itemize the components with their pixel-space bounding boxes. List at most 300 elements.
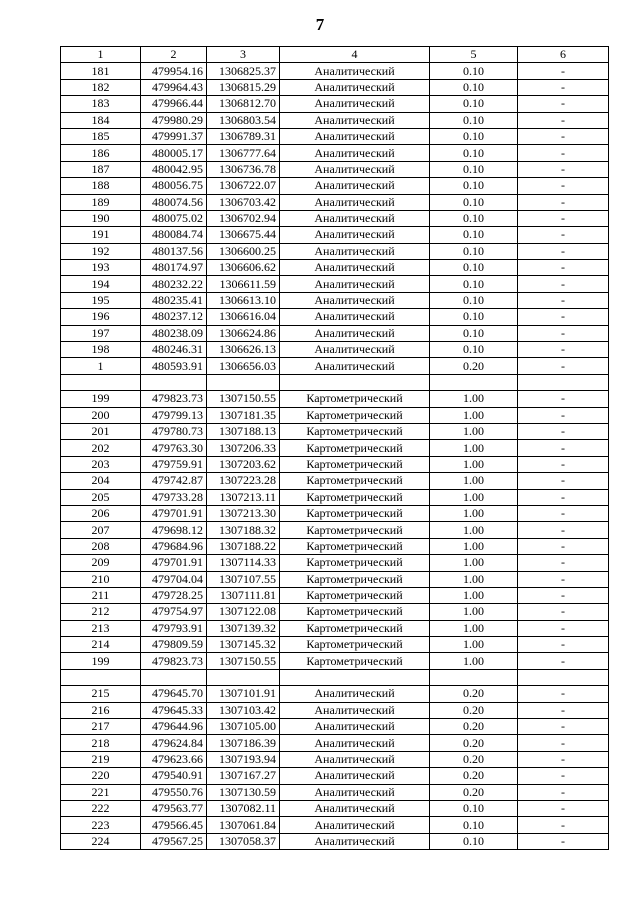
table-row xyxy=(61,243,609,259)
point-number-cell: 202 xyxy=(61,440,141,456)
accuracy-cell: 0.10 xyxy=(430,325,518,341)
note-cell: - xyxy=(518,292,609,308)
table-row xyxy=(61,210,609,226)
accuracy-cell: 0.10 xyxy=(430,63,518,79)
accuracy-cell: 1.00 xyxy=(430,440,518,456)
note-cell: - xyxy=(518,768,609,784)
note-cell: - xyxy=(518,112,609,128)
note-cell: - xyxy=(518,423,609,439)
x-coordinate-cell: 479645.70 xyxy=(141,686,207,702)
point-number-cell: 194 xyxy=(61,276,141,292)
y-coordinate-cell: 1306613.10 xyxy=(207,292,280,308)
y-coordinate-cell: 1306675.44 xyxy=(207,227,280,243)
y-coordinate-cell: 1307139.32 xyxy=(207,620,280,636)
x-coordinate-cell: 480075.02 xyxy=(141,210,207,226)
accuracy-cell: 1.00 xyxy=(430,489,518,505)
table-row xyxy=(61,128,609,144)
point-number-cell: 219 xyxy=(61,751,141,767)
note-cell: - xyxy=(518,833,609,849)
accuracy-cell: 1.00 xyxy=(430,505,518,521)
accuracy-cell: 0.10 xyxy=(430,833,518,849)
y-coordinate-cell: 1306722.07 xyxy=(207,178,280,194)
note-cell: - xyxy=(518,96,609,112)
table-row xyxy=(61,79,609,95)
method-cell: Картометрический xyxy=(280,620,430,636)
y-coordinate-cell: 1306777.64 xyxy=(207,145,280,161)
y-coordinate-cell: 1307181.35 xyxy=(207,407,280,423)
method-cell: Картометрический xyxy=(280,407,430,423)
point-number-cell: 189 xyxy=(61,194,141,210)
point-number-cell: 212 xyxy=(61,604,141,620)
method-cell: Аналитический xyxy=(280,735,430,751)
note-cell: - xyxy=(518,653,609,669)
table-row xyxy=(61,833,609,849)
x-coordinate-cell: 479991.37 xyxy=(141,128,207,144)
accuracy-cell: 0.10 xyxy=(430,128,518,144)
accuracy-cell: 0.10 xyxy=(430,276,518,292)
point-number-cell: 215 xyxy=(61,686,141,702)
accuracy-cell: 0.10 xyxy=(430,292,518,308)
y-coordinate-cell: 1306616.04 xyxy=(207,309,280,325)
y-coordinate-cell: 1307061.84 xyxy=(207,817,280,833)
accuracy-cell: 0.10 xyxy=(430,243,518,259)
method-cell: Аналитический xyxy=(280,260,430,276)
x-coordinate-cell: 479624.84 xyxy=(141,735,207,751)
note-cell: - xyxy=(518,620,609,636)
table-row xyxy=(61,505,609,521)
method-cell: Аналитический xyxy=(280,112,430,128)
note-cell: - xyxy=(518,440,609,456)
accuracy-cell: 0.20 xyxy=(430,784,518,800)
accuracy-cell: 0.20 xyxy=(430,702,518,718)
x-coordinate-cell: 480005.17 xyxy=(141,145,207,161)
x-coordinate-cell: 480174.97 xyxy=(141,260,207,276)
table-row xyxy=(61,817,609,833)
table-row xyxy=(61,587,609,603)
method-cell: Картометрический xyxy=(280,505,430,521)
point-number-cell: 222 xyxy=(61,800,141,816)
note-cell: - xyxy=(518,719,609,735)
point-number-cell: 181 xyxy=(61,63,141,79)
table-row xyxy=(61,145,609,161)
x-coordinate-cell: 479733.28 xyxy=(141,489,207,505)
accuracy-cell: 0.10 xyxy=(430,194,518,210)
y-coordinate-cell: 1306702.94 xyxy=(207,210,280,226)
x-coordinate-cell: 479701.91 xyxy=(141,505,207,521)
accuracy-cell: 0.10 xyxy=(430,161,518,177)
note-cell: - xyxy=(518,178,609,194)
y-coordinate-cell: 1307101.91 xyxy=(207,686,280,702)
table-row xyxy=(61,374,609,390)
point-number-cell: 217 xyxy=(61,719,141,735)
accuracy-cell xyxy=(430,374,518,390)
coordinates-table xyxy=(60,46,609,850)
point-number-cell: 221 xyxy=(61,784,141,800)
x-coordinate-cell: 480074.56 xyxy=(141,194,207,210)
x-coordinate-cell: 479964.43 xyxy=(141,79,207,95)
accuracy-cell: 0.20 xyxy=(430,686,518,702)
note-cell: - xyxy=(518,571,609,587)
accuracy-cell: 1.00 xyxy=(430,620,518,636)
x-coordinate-cell xyxy=(141,374,207,390)
x-coordinate-cell: 480042.95 xyxy=(141,161,207,177)
x-coordinate-cell: 479645.33 xyxy=(141,702,207,718)
point-number-cell: 200 xyxy=(61,407,141,423)
point-number-cell: 199 xyxy=(61,391,141,407)
accuracy-cell: 1.00 xyxy=(430,571,518,587)
y-coordinate-cell xyxy=(207,669,280,685)
note-cell: - xyxy=(518,784,609,800)
method-cell: Аналитический xyxy=(280,342,430,358)
accuracy-cell: 0.10 xyxy=(430,309,518,325)
method-cell: Аналитический xyxy=(280,719,430,735)
method-cell: Аналитический xyxy=(280,243,430,259)
method-cell: Картометрический xyxy=(280,571,430,587)
table-row xyxy=(61,276,609,292)
method-cell: Аналитический xyxy=(280,784,430,800)
note-cell: - xyxy=(518,751,609,767)
accuracy-cell: 0.10 xyxy=(430,178,518,194)
note-cell: - xyxy=(518,325,609,341)
note-cell: - xyxy=(518,686,609,702)
note-cell: - xyxy=(518,456,609,472)
note-cell: - xyxy=(518,194,609,210)
x-coordinate-cell: 480238.09 xyxy=(141,325,207,341)
note-cell xyxy=(518,374,609,390)
y-coordinate-cell: 1307150.55 xyxy=(207,391,280,407)
y-coordinate-cell: 1306626.13 xyxy=(207,342,280,358)
method-cell xyxy=(280,669,430,685)
y-coordinate-cell: 1307188.32 xyxy=(207,522,280,538)
method-cell: Аналитический xyxy=(280,145,430,161)
y-coordinate-cell: 1307103.42 xyxy=(207,702,280,718)
y-coordinate-cell: 1307114.33 xyxy=(207,555,280,571)
table-row xyxy=(61,161,609,177)
point-number-cell: 211 xyxy=(61,587,141,603)
x-coordinate-cell: 479780.73 xyxy=(141,423,207,439)
y-coordinate-cell: 1306789.31 xyxy=(207,128,280,144)
point-number-cell: 224 xyxy=(61,833,141,849)
method-cell: Аналитический xyxy=(280,178,430,194)
y-coordinate-cell: 1306812.70 xyxy=(207,96,280,112)
method-cell xyxy=(280,374,430,390)
accuracy-cell: 0.20 xyxy=(430,768,518,784)
table-row xyxy=(61,620,609,636)
method-cell: Картометрический xyxy=(280,637,430,653)
x-coordinate-cell: 479540.91 xyxy=(141,768,207,784)
table-row xyxy=(61,686,609,702)
note-cell: - xyxy=(518,702,609,718)
x-coordinate-cell: 479742.87 xyxy=(141,473,207,489)
x-coordinate-cell: 479966.44 xyxy=(141,96,207,112)
note-cell: - xyxy=(518,391,609,407)
note-cell: - xyxy=(518,276,609,292)
note-cell: - xyxy=(518,227,609,243)
accuracy-cell: 1.00 xyxy=(430,555,518,571)
point-number-cell: 185 xyxy=(61,128,141,144)
y-coordinate-cell xyxy=(207,374,280,390)
accuracy-cell: 1.00 xyxy=(430,637,518,653)
accuracy-cell xyxy=(430,669,518,685)
point-number-cell: 209 xyxy=(61,555,141,571)
method-cell: Аналитический xyxy=(280,751,430,767)
method-cell: Аналитический xyxy=(280,309,430,325)
column-header: 6 xyxy=(518,47,609,63)
accuracy-cell: 0.20 xyxy=(430,735,518,751)
method-cell: Картометрический xyxy=(280,604,430,620)
x-coordinate-cell: 479550.76 xyxy=(141,784,207,800)
table-row xyxy=(61,800,609,816)
method-cell: Аналитический xyxy=(280,702,430,718)
y-coordinate-cell: 1307107.55 xyxy=(207,571,280,587)
accuracy-cell: 1.00 xyxy=(430,522,518,538)
accuracy-cell: 1.00 xyxy=(430,473,518,489)
note-cell: - xyxy=(518,817,609,833)
method-cell: Картометрический xyxy=(280,456,430,472)
method-cell: Аналитический xyxy=(280,63,430,79)
table-row xyxy=(61,63,609,79)
method-cell: Картометрический xyxy=(280,391,430,407)
y-coordinate-cell: 1306656.03 xyxy=(207,358,280,374)
method-cell: Картометрический xyxy=(280,587,430,603)
accuracy-cell: 0.10 xyxy=(430,260,518,276)
x-coordinate-cell: 479684.96 xyxy=(141,538,207,554)
column-header: 1 xyxy=(61,47,141,63)
note-cell: - xyxy=(518,735,609,751)
table-row xyxy=(61,637,609,653)
point-number-cell: 220 xyxy=(61,768,141,784)
method-cell: Аналитический xyxy=(280,96,430,112)
table-row xyxy=(61,473,609,489)
point-number-cell: 187 xyxy=(61,161,141,177)
table-body xyxy=(61,47,609,850)
method-cell: Картометрический xyxy=(280,653,430,669)
x-coordinate-cell: 480593.91 xyxy=(141,358,207,374)
column-header: 3 xyxy=(207,47,280,63)
point-number-cell: 205 xyxy=(61,489,141,505)
y-coordinate-cell: 1306611.59 xyxy=(207,276,280,292)
table-row xyxy=(61,751,609,767)
method-cell: Аналитический xyxy=(280,161,430,177)
note-cell: - xyxy=(518,342,609,358)
point-number-cell: 218 xyxy=(61,735,141,751)
y-coordinate-cell: 1306825.37 xyxy=(207,63,280,79)
method-cell: Аналитический xyxy=(280,358,430,374)
note-cell: - xyxy=(518,538,609,554)
table-row xyxy=(61,538,609,554)
accuracy-cell: 1.00 xyxy=(430,653,518,669)
point-number-cell: 216 xyxy=(61,702,141,718)
point-number-cell: 223 xyxy=(61,817,141,833)
note-cell: - xyxy=(518,260,609,276)
point-number-cell: 191 xyxy=(61,227,141,243)
column-header: 5 xyxy=(430,47,518,63)
table-row xyxy=(61,456,609,472)
point-number-cell: 1 xyxy=(61,358,141,374)
note-cell: - xyxy=(518,309,609,325)
x-coordinate-cell: 480084.74 xyxy=(141,227,207,243)
table-header-row xyxy=(61,47,609,63)
table-row xyxy=(61,784,609,800)
x-coordinate-cell: 479759.91 xyxy=(141,456,207,472)
x-coordinate-cell: 479754.97 xyxy=(141,604,207,620)
table-row xyxy=(61,260,609,276)
note-cell: - xyxy=(518,587,609,603)
y-coordinate-cell: 1307188.13 xyxy=(207,423,280,439)
point-number-cell: 182 xyxy=(61,79,141,95)
point-number-cell: 195 xyxy=(61,292,141,308)
method-cell: Аналитический xyxy=(280,276,430,292)
accuracy-cell: 0.10 xyxy=(430,96,518,112)
x-coordinate-cell: 479704.04 xyxy=(141,571,207,587)
note-cell: - xyxy=(518,161,609,177)
method-cell: Аналитический xyxy=(280,686,430,702)
y-coordinate-cell: 1307213.11 xyxy=(207,489,280,505)
y-coordinate-cell: 1307111.81 xyxy=(207,587,280,603)
table-row xyxy=(61,768,609,784)
table-row xyxy=(61,358,609,374)
method-cell: Картометрический xyxy=(280,423,430,439)
note-cell: - xyxy=(518,358,609,374)
table-row xyxy=(61,440,609,456)
point-number-cell: 190 xyxy=(61,210,141,226)
table-row xyxy=(61,719,609,735)
x-coordinate-cell: 479698.12 xyxy=(141,522,207,538)
column-header: 4 xyxy=(280,47,430,63)
y-coordinate-cell: 1307130.59 xyxy=(207,784,280,800)
accuracy-cell: 1.00 xyxy=(430,538,518,554)
x-coordinate-cell: 479823.73 xyxy=(141,391,207,407)
x-coordinate-cell: 480232.22 xyxy=(141,276,207,292)
accuracy-cell: 1.00 xyxy=(430,391,518,407)
x-coordinate-cell: 479728.25 xyxy=(141,587,207,603)
table-row xyxy=(61,96,609,112)
table-row xyxy=(61,194,609,210)
note-cell: - xyxy=(518,473,609,489)
x-coordinate-cell: 479809.59 xyxy=(141,637,207,653)
point-number-cell: 198 xyxy=(61,342,141,358)
note-cell: - xyxy=(518,637,609,653)
x-coordinate-cell: 479793.91 xyxy=(141,620,207,636)
note-cell: - xyxy=(518,555,609,571)
y-coordinate-cell: 1306803.54 xyxy=(207,112,280,128)
y-coordinate-cell: 1307082.11 xyxy=(207,800,280,816)
method-cell: Картометрический xyxy=(280,473,430,489)
accuracy-cell: 1.00 xyxy=(430,604,518,620)
note-cell: - xyxy=(518,604,609,620)
y-coordinate-cell: 1307145.32 xyxy=(207,637,280,653)
method-cell: Аналитический xyxy=(280,833,430,849)
accuracy-cell: 1.00 xyxy=(430,423,518,439)
x-coordinate-cell: 480246.31 xyxy=(141,342,207,358)
method-cell: Аналитический xyxy=(280,325,430,341)
table-row xyxy=(61,555,609,571)
x-coordinate-cell xyxy=(141,669,207,685)
point-number-cell: 199 xyxy=(61,653,141,669)
x-coordinate-cell: 480137.56 xyxy=(141,243,207,259)
method-cell: Картометрический xyxy=(280,440,430,456)
x-coordinate-cell: 479623.66 xyxy=(141,751,207,767)
method-cell: Аналитический xyxy=(280,227,430,243)
y-coordinate-cell: 1306703.42 xyxy=(207,194,280,210)
point-number-cell: 213 xyxy=(61,620,141,636)
accuracy-cell: 0.10 xyxy=(430,145,518,161)
point-number-cell xyxy=(61,669,141,685)
method-cell: Аналитический xyxy=(280,292,430,308)
x-coordinate-cell: 479799.13 xyxy=(141,407,207,423)
table-row xyxy=(61,342,609,358)
table-row xyxy=(61,112,609,128)
x-coordinate-cell: 479567.25 xyxy=(141,833,207,849)
accuracy-cell: 0.10 xyxy=(430,79,518,95)
point-number-cell: 210 xyxy=(61,571,141,587)
point-number-cell: 188 xyxy=(61,178,141,194)
method-cell: Аналитический xyxy=(280,79,430,95)
accuracy-cell: 0.10 xyxy=(430,800,518,816)
y-coordinate-cell: 1307193.94 xyxy=(207,751,280,767)
y-coordinate-cell: 1306600.25 xyxy=(207,243,280,259)
y-coordinate-cell: 1307188.22 xyxy=(207,538,280,554)
y-coordinate-cell: 1306606.62 xyxy=(207,260,280,276)
y-coordinate-cell: 1307150.55 xyxy=(207,653,280,669)
y-coordinate-cell: 1307105.00 xyxy=(207,719,280,735)
table-row xyxy=(61,735,609,751)
point-number-cell: 196 xyxy=(61,309,141,325)
accuracy-cell: 0.10 xyxy=(430,227,518,243)
accuracy-cell: 1.00 xyxy=(430,407,518,423)
table-row xyxy=(61,391,609,407)
table-row xyxy=(61,407,609,423)
table-row xyxy=(61,522,609,538)
point-number-cell xyxy=(61,374,141,390)
table-row xyxy=(61,669,609,685)
point-number-cell: 183 xyxy=(61,96,141,112)
table-row xyxy=(61,604,609,620)
y-coordinate-cell: 1307167.27 xyxy=(207,768,280,784)
point-number-cell: 206 xyxy=(61,505,141,521)
x-coordinate-cell: 479954.16 xyxy=(141,63,207,79)
y-coordinate-cell: 1307223.28 xyxy=(207,473,280,489)
table-row xyxy=(61,702,609,718)
y-coordinate-cell: 1307186.39 xyxy=(207,735,280,751)
table-row xyxy=(61,423,609,439)
point-number-cell: 201 xyxy=(61,423,141,439)
point-number-cell: 214 xyxy=(61,637,141,653)
accuracy-cell: 0.10 xyxy=(430,112,518,128)
method-cell: Аналитический xyxy=(280,210,430,226)
accuracy-cell: 1.00 xyxy=(430,456,518,472)
method-cell: Картометрический xyxy=(280,522,430,538)
table-row xyxy=(61,571,609,587)
point-number-cell: 186 xyxy=(61,145,141,161)
note-cell: - xyxy=(518,800,609,816)
accuracy-cell: 0.20 xyxy=(430,719,518,735)
x-coordinate-cell: 479701.91 xyxy=(141,555,207,571)
point-number-cell: 208 xyxy=(61,538,141,554)
y-coordinate-cell: 1307058.37 xyxy=(207,833,280,849)
note-cell: - xyxy=(518,522,609,538)
note-cell: - xyxy=(518,128,609,144)
point-number-cell: 207 xyxy=(61,522,141,538)
page-number: 7 xyxy=(315,15,325,34)
method-cell: Картометрический xyxy=(280,538,430,554)
point-number-cell: 184 xyxy=(61,112,141,128)
note-cell: - xyxy=(518,145,609,161)
column-header: 2 xyxy=(141,47,207,63)
x-coordinate-cell: 479563.77 xyxy=(141,800,207,816)
method-cell: Аналитический xyxy=(280,817,430,833)
note-cell: - xyxy=(518,210,609,226)
